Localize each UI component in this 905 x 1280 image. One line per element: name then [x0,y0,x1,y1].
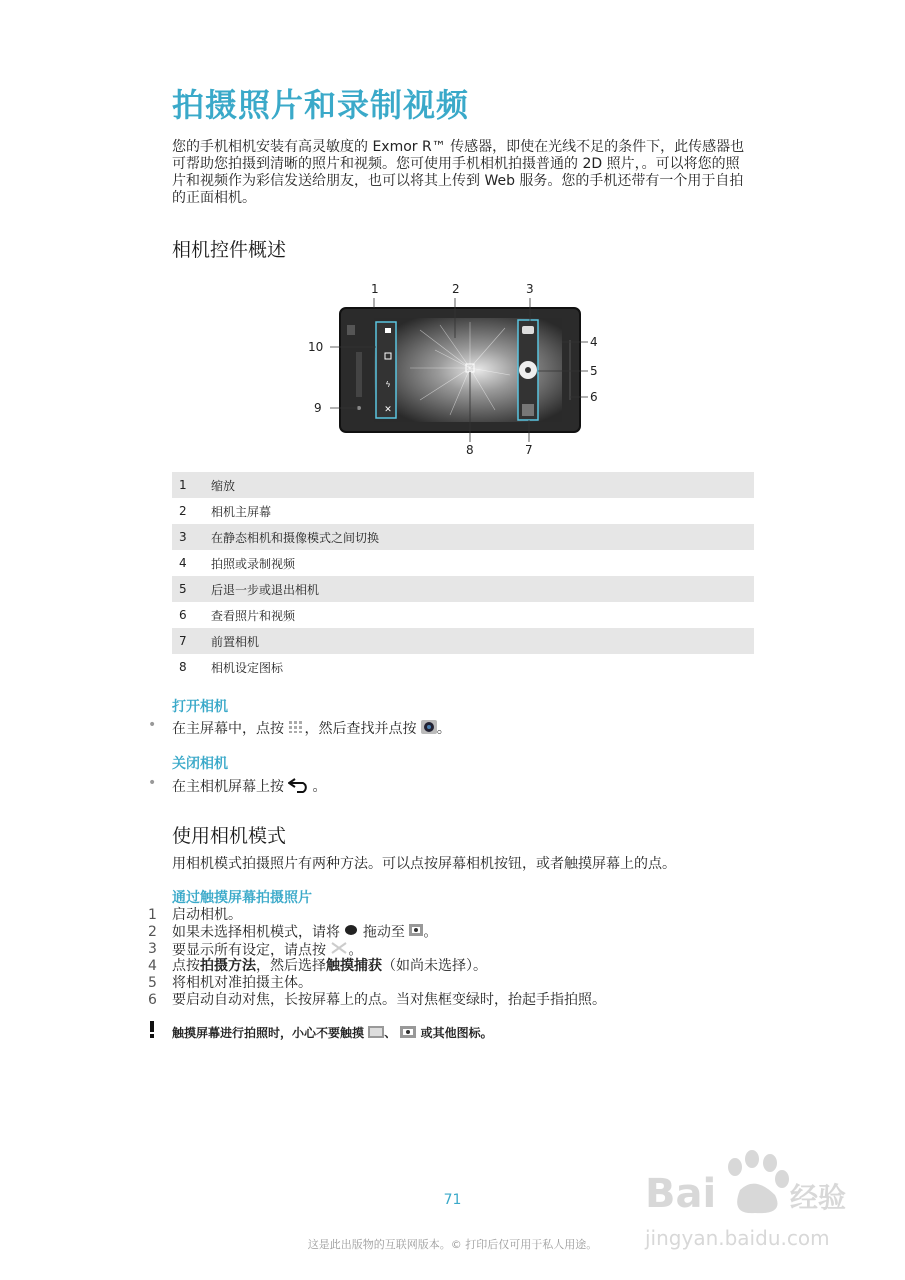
callout-4: 4 [590,335,598,349]
svg-text:经验: 经验 [790,1181,847,1214]
exclamation-icon [148,1021,156,1042]
row-number: 3 [179,530,187,544]
baidu-watermark-logo [640,1145,870,1259]
svg-text:ϟ: ϟ [385,380,391,389]
row-number: 2 [179,504,187,518]
mode-slider-knob-icon [344,924,358,941]
control-bar-left [376,322,396,418]
callout-1: 1 [371,282,379,296]
section-heading-camera-controls: 相机控件概述 [172,239,287,261]
open-camera-text-b: ，然后查找并点按 [304,721,417,737]
svg-text:jingyan.baidu.com: jingyan.baidu.com [645,1226,830,1250]
table-row [172,628,754,654]
row-number: 7 [179,634,187,648]
close-camera-heading: 关闭相机 [172,756,228,772]
intro-paragraph: 您的手机相机安装有高灵敏度的 Exmor R™ 传感器，即使在光线不足的条件下，此传感器也可帮助您拍摄到清晰的照片和视频。您可使用手机相机拍摄普通的 2D 照片，。可以将您的照片和视频作为彩信发送给朋友，也可以将其上传到 Web 服务。您的手机还带有一个用于自拍的正面相机。 [172,139,745,206]
row-number: 1 [179,478,187,492]
table-row [172,550,754,576]
svg-text:✕: ✕ [384,405,392,415]
row-label: 相机主屏幕 [211,504,272,519]
row-label: 查看照片和视频 [211,608,296,623]
camera-diagram-svg [300,280,610,460]
row-number: 5 [179,582,187,596]
row-number: 8 [179,660,187,674]
callout-2: 2 [452,282,460,296]
bullet-dot: • [148,717,157,733]
back-arrow-icon [288,777,312,797]
row-label: 相机设定图标 [211,660,284,675]
row-label: 前置相机 [211,634,260,649]
open-camera-text-a: 在主屏幕中，点按 [172,721,284,737]
table-row [172,602,754,628]
speaker [356,352,362,397]
apps-grid-icon [288,720,304,738]
mode-switch [522,326,534,334]
table-row [172,524,754,550]
row-number: 6 [179,608,187,622]
callout-8: 8 [466,443,474,457]
callout-5: 5 [590,364,598,378]
row-label: 缩放 [211,478,236,493]
close-camera-text-b: 。 [312,779,327,795]
row-label: 拍照或录制视频 [211,556,296,571]
front-camera [347,325,355,335]
gallery-thumb [522,404,534,416]
callout-3: 3 [526,282,534,296]
camera-diagram [300,280,610,460]
table-row [172,654,754,680]
page-number: 71 [443,1192,462,1208]
callout-6: 6 [590,390,598,404]
callout-10: 10 [308,340,324,354]
section-heading-camera-mode: 使用相机模式 [172,825,287,847]
row-label: 后退一步或退出相机 [211,582,320,597]
row-number: 4 [179,556,187,570]
open-camera-text-c: 。 [436,721,451,737]
bullet-dot: • [148,775,157,791]
table-row [172,472,754,498]
page-title: 拍摄照片和录制视频 [172,86,470,124]
close-camera-text-a: 在主相机屏幕上按 [172,779,284,795]
svg-text:Bai: Bai [645,1171,717,1217]
camera-mode-icon [409,924,423,941]
footer-note: 这是此出版物的互联网版本。© 打印后仅可用于私人用途。 [307,1238,598,1251]
table-row [172,576,754,602]
callout-7: 7 [525,443,533,457]
callout-9: 9 [314,401,322,415]
camera-mode-icon [400,1026,416,1041]
controls-table [172,472,754,680]
gallery-icon [368,1026,384,1041]
camera-app-icon [421,720,437,738]
row-label: 在静态相机和摄像模式之间切换 [211,530,380,545]
table-row [172,498,754,524]
open-camera-heading: 打开相机 [172,699,228,715]
camera-mode-text: 用相机模式拍摄照片有两种方法。可以点按屏幕相机按钮，或者触摸屏幕上的点。 [172,856,676,872]
touch-capture-heading: 通过触摸屏幕拍摄照片 [172,890,312,906]
